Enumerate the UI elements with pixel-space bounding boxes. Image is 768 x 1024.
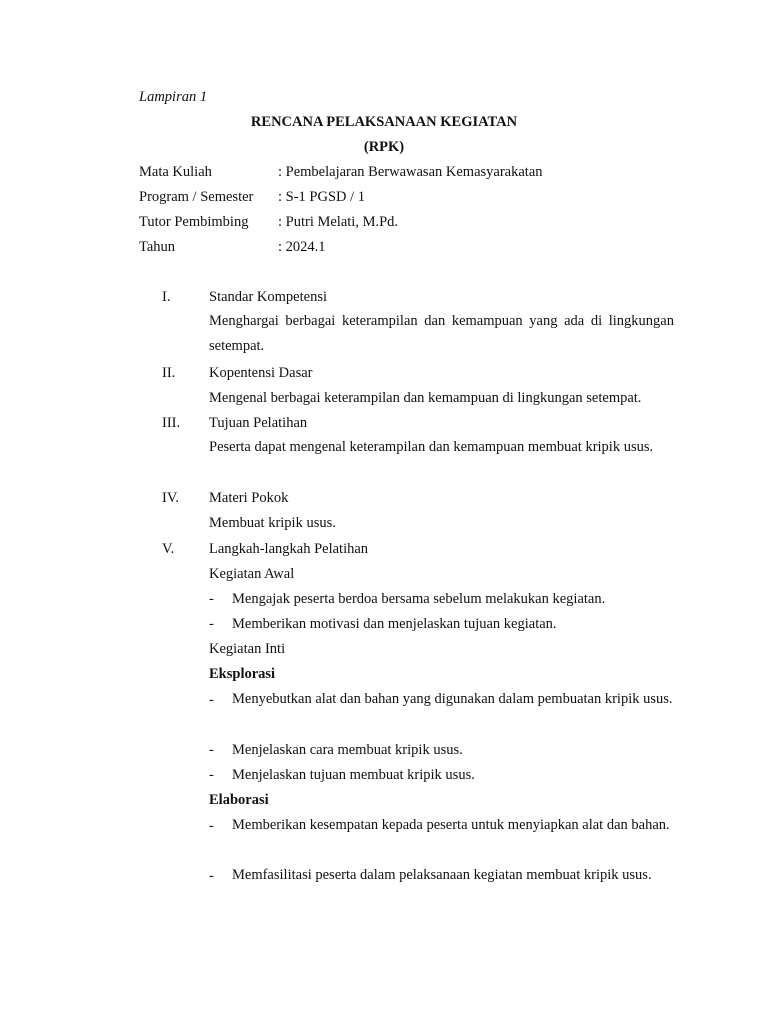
list-item: Menjelaskan tujuan membuat kripik usus.	[232, 767, 475, 783]
bullet-dash: -	[209, 818, 214, 834]
bullet-dash: -	[209, 742, 214, 758]
section-body: Menghargai berbagai keterampilan dan kemampuan yang ada di lingkungan setempat.	[209, 313, 674, 354]
section-body: Mengenal berbagai keterampilan dan kemampuan di lingkungan setempat.	[209, 390, 642, 406]
info-value-program: : S-1 PGSD / 1	[278, 189, 366, 205]
list-item: Memfasilitasi peserta dalam pelaksanaan kegiatan membuat kripik usus.	[232, 867, 652, 883]
info-value-tutor: : Putri Melati, M.Pd.	[278, 214, 399, 230]
phase-heading: Eksplorasi	[209, 666, 276, 682]
bullet-dash: -	[209, 591, 214, 607]
section-number: V.	[162, 541, 175, 557]
list-item: Memberikan motivasi dan menjelaskan tujuan kegiatan.	[232, 616, 557, 632]
bullet-dash: -	[209, 767, 214, 783]
list-item: Mengajak peserta berdoa bersama sebelum melakukan kegiatan.	[232, 591, 606, 607]
bullet-dash: -	[209, 868, 214, 884]
document-title: RENCANA PELAKSANAAN KEGIATAN	[250, 114, 518, 130]
document-subtitle: (RPK)	[363, 139, 405, 155]
section-heading: Kopentensi Dasar	[209, 365, 313, 381]
bullet-dash: -	[209, 616, 214, 632]
attachment-label: Lampiran 1	[139, 89, 208, 105]
subsection-heading: Kegiatan Inti	[209, 641, 286, 657]
info-label-program: Program / Semester	[139, 189, 254, 205]
info-label-year: Tahun	[139, 239, 176, 255]
info-value-year: : 2024.1	[278, 239, 326, 255]
section-heading: Standar Kompetensi	[209, 289, 327, 305]
section-body: Peserta dapat mengenal keterampilan dan kemampuan membuat kripik usus.	[209, 439, 654, 455]
section-number: II.	[162, 365, 176, 381]
section-number: IV.	[162, 490, 180, 506]
info-label-course: Mata Kuliah	[139, 164, 212, 180]
list-item: Memberikan kesempatan kepada peserta untuk menyiapkan alat dan bahan.	[232, 817, 670, 833]
section-heading: Langkah-langkah Pelatihan	[209, 541, 369, 557]
section-heading: Tujuan Pelatihan	[209, 415, 308, 431]
info-label-tutor: Tutor Pembimbing	[139, 214, 249, 230]
list-item: Menyebutkan alat dan bahan yang digunakan dalam pembuatan kripik usus.	[232, 691, 673, 707]
section-heading: Materi Pokok	[209, 490, 289, 506]
subsection-heading: Kegiatan Awal	[209, 566, 295, 582]
list-item: Menjelaskan cara membuat kripik usus.	[232, 742, 463, 758]
bullet-dash: -	[209, 692, 214, 708]
section-number: III.	[162, 415, 181, 431]
section-body: Membuat kripik usus.	[209, 515, 336, 531]
section-number: I.	[162, 289, 171, 305]
phase-heading: Elaborasi	[209, 792, 269, 808]
info-value-course: : Pembelajaran Berwawasan Kemasyarakatan	[278, 164, 543, 180]
